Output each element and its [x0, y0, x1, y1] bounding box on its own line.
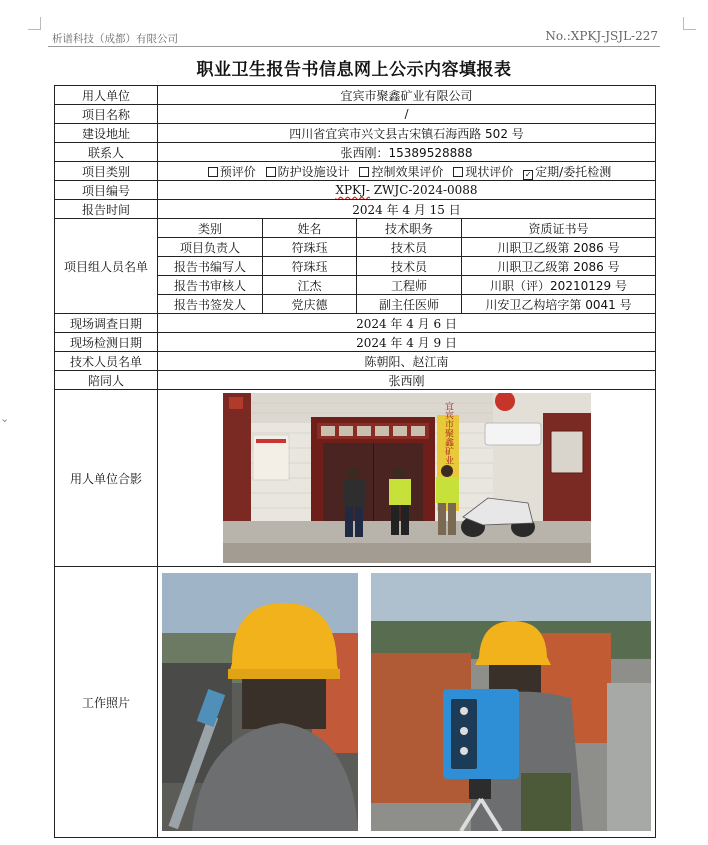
row-employer — [55, 86, 656, 105]
contact-label: 联系人 — [55, 143, 158, 162]
project-number-label: 项目编号 — [55, 181, 158, 200]
project-number-value: XPKJ- ZWJC-2024-0088 — [158, 181, 656, 200]
address-value: 四川省宜宾市兴文县古宋镇石海西路 502 号 — [158, 124, 656, 143]
employer-value: 宜宾市聚鑫矿业有限公司 — [158, 86, 656, 105]
work-photos-label: 工作照片 — [55, 567, 158, 838]
checkbox-protection-design[interactable]: 防护设施设计 — [260, 165, 350, 179]
member-role: 报告书编写人 — [158, 257, 263, 276]
header-company: 析谱科技（成都）有限公司 — [52, 33, 178, 45]
category-label: 项目类别 — [55, 162, 158, 181]
checkbox-icon[interactable] — [359, 167, 369, 177]
group-photo-image — [223, 393, 591, 563]
group-photo-cell — [158, 390, 656, 567]
companion-label: 陪同人 — [55, 371, 158, 390]
project-name-value: / — [158, 105, 656, 124]
row-work-photos — [55, 567, 656, 838]
row-project-number — [55, 181, 656, 200]
category-options — [158, 162, 656, 181]
member-name: 党庆德 — [263, 295, 357, 314]
member-name: 符珠珏 — [263, 238, 357, 257]
member-name: 符珠珏 — [263, 257, 357, 276]
member-title: 技术员 — [357, 257, 462, 276]
technicians-label: 技术人员名单 — [55, 352, 158, 371]
report-time-value: 2024 年 4 月 15 日 — [158, 200, 656, 219]
project-name-label: 项目名称 — [55, 105, 158, 124]
checkbox-periodic-testing[interactable]: ✓ 定期/委托检测 — [524, 164, 612, 179]
team-header-role: 类别 — [158, 219, 263, 238]
team-header-title: 技术职务 — [357, 219, 462, 238]
row-report-time — [55, 200, 656, 219]
address-label: 建设地址 — [55, 124, 158, 143]
team-header-name: 姓名 — [263, 219, 357, 238]
group-photo-label: 用人单位合影 — [55, 390, 158, 567]
checkbox-icon[interactable] — [453, 167, 463, 177]
row-contact — [55, 143, 656, 162]
member-cert: 川职卫乙级第 2086 号 — [462, 257, 656, 276]
companion-value: 张西刚 — [158, 371, 656, 390]
member-title: 工程师 — [357, 276, 462, 295]
team-label: 项目组人员名单 — [55, 219, 158, 314]
row-group-photo — [55, 390, 656, 567]
checkbox-icon[interactable] — [266, 167, 276, 177]
header-rule — [48, 46, 660, 47]
work-photo-2 — [371, 573, 651, 831]
survey-date-value: 2024 年 4 月 6 日 — [158, 314, 656, 333]
row-address — [55, 124, 656, 143]
work-photo-1 — [162, 573, 358, 831]
test-date-label: 现场检测日期 — [55, 333, 158, 352]
member-role: 项目负责人 — [158, 238, 263, 257]
survey-date-label: 现场调查日期 — [55, 314, 158, 333]
checkbox-icon[interactable] — [208, 167, 218, 177]
technicians-value: 陈朝阳、赵江南 — [158, 352, 656, 371]
page-corner-mark — [683, 17, 696, 30]
checkbox-status-evaluation[interactable]: 现状评价 — [447, 165, 513, 179]
row-team-header — [55, 219, 656, 238]
employer-label: 用人单位 — [55, 86, 158, 105]
disclosure-form-table — [54, 85, 656, 838]
contact-value: 张西刚：15389528888 — [158, 143, 656, 162]
team-header-cert: 资质证书号 — [462, 219, 656, 238]
row-technicians — [55, 352, 656, 371]
checkbox-control-effect[interactable]: 控制效果评价 — [353, 165, 443, 179]
row-companion — [55, 371, 656, 390]
member-role: 报告书审核人 — [158, 276, 263, 295]
row-project-name — [55, 105, 656, 124]
report-time-label: 报告时间 — [55, 200, 158, 219]
checkbox-pre-evaluation[interactable]: 预评价 — [202, 165, 256, 179]
work-photos-cell — [158, 567, 656, 838]
test-date-value: 2024 年 4 月 9 日 — [158, 333, 656, 352]
member-title: 副主任医师 — [357, 295, 462, 314]
sign-board-text: 宜宾市聚鑫矿业 — [442, 401, 453, 465]
header-doc-number: No.:XPKJ-JSJL-227 — [545, 29, 658, 43]
member-cert: 川职（评）20210129 号 — [462, 276, 656, 295]
member-cert: 川职卫乙级第 2086 号 — [462, 238, 656, 257]
member-name: 江杰 — [263, 276, 357, 295]
page-title: 职业卫生报告书信息网上公示内容填报表 — [196, 60, 512, 80]
row-test-date — [55, 333, 656, 352]
row-survey-date — [55, 314, 656, 333]
chevron-down-icon[interactable]: ⌄ — [0, 412, 10, 425]
member-title: 技术员 — [357, 238, 462, 257]
checked-checkbox-icon[interactable]: ✓ — [524, 169, 532, 179]
member-role: 报告书签发人 — [158, 295, 263, 314]
member-cert: 川安卫乙构培字第 0041 号 — [462, 295, 656, 314]
page-corner-mark — [28, 17, 41, 30]
row-category — [55, 162, 656, 181]
